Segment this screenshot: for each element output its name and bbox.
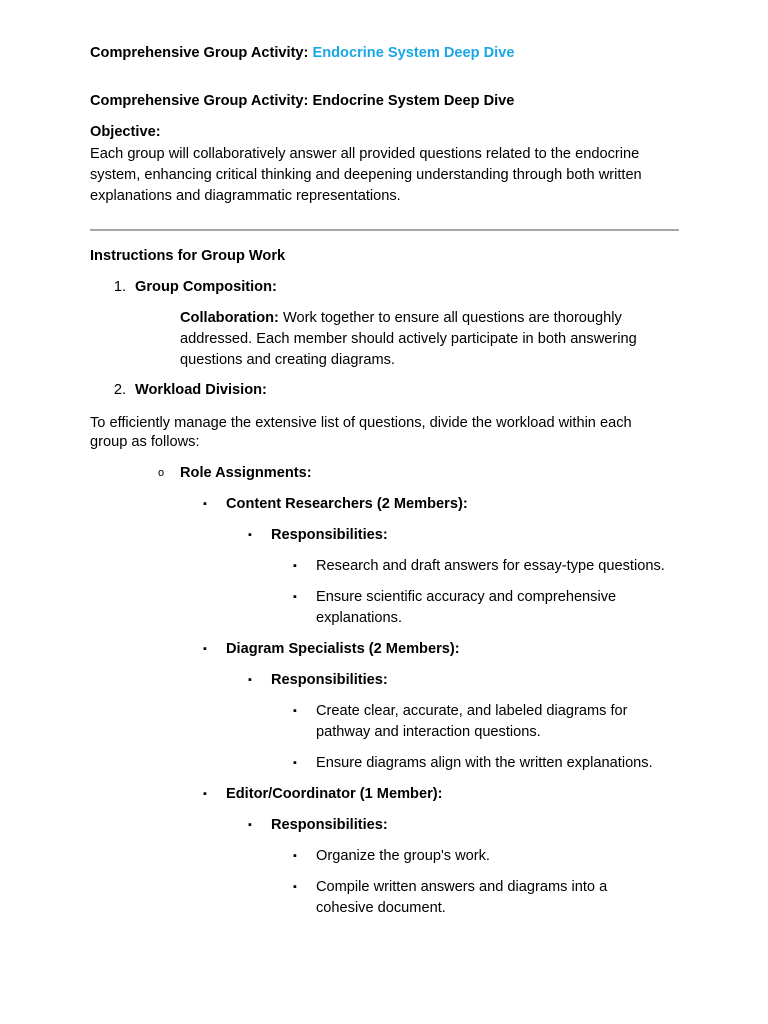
responsibilities-label: Responsibilities: bbox=[271, 672, 388, 688]
square-bullet-icon: ▪ bbox=[293, 757, 297, 769]
section-title: Comprehensive Group Activity: Endocrine System Deep Dive bbox=[90, 93, 515, 109]
square-bullet-icon: ▪ bbox=[248, 674, 252, 686]
collaboration-text: Work together to ensure all questions are thoroughly bbox=[278, 310, 622, 326]
task-item: Organize the group's work. bbox=[316, 848, 490, 864]
task-item: Compile written answers and diagrams into a bbox=[316, 879, 608, 895]
objective-line: system, enhancing critical thinking and deepening understanding through both written bbox=[90, 167, 642, 183]
task-item: Ensure scientific accuracy and comprehensive bbox=[316, 589, 617, 605]
responsibilities-label: Responsibilities: bbox=[271, 527, 388, 543]
collaboration-line bbox=[180, 308, 622, 329]
document-title bbox=[90, 43, 514, 64]
square-bullet-icon: ▪ bbox=[293, 591, 297, 603]
group-composition-label: Group Composition: bbox=[135, 279, 277, 295]
task-item-continued: pathway and interaction questions. bbox=[316, 724, 541, 740]
objective-line: explanations and diagrammatic representations. bbox=[90, 188, 401, 204]
document-title-highlight: Endocrine System Deep Dive bbox=[312, 45, 515, 61]
division-intro-line: To efficiently manage the extensive list of questions, divide the workload within each bbox=[90, 415, 632, 431]
circle-bullet-icon: o bbox=[158, 467, 165, 479]
square-bullet-icon: ▪ bbox=[203, 643, 207, 655]
collaboration-line: addressed. Each member should actively participate in both answering bbox=[180, 331, 637, 347]
objective-label: Objective: bbox=[90, 124, 161, 140]
task-item-continued: explanations. bbox=[316, 610, 403, 626]
list-number: 1. bbox=[113, 279, 126, 295]
division-intro-line: group as follows: bbox=[90, 434, 200, 450]
square-bullet-icon: ▪ bbox=[248, 529, 252, 541]
document-title-prefix: Comprehensive Group Activity: bbox=[90, 45, 309, 61]
square-bullet-icon: ▪ bbox=[203, 498, 207, 510]
collaboration-line: questions and creating diagrams. bbox=[180, 352, 395, 368]
instructions-heading: Instructions for Group Work bbox=[90, 248, 286, 264]
role-assignments-label: Role Assignments: bbox=[180, 465, 312, 481]
collaboration-label: Collaboration: bbox=[180, 310, 279, 326]
responsibilities-label: Responsibilities: bbox=[271, 817, 388, 833]
square-bullet-icon: ▪ bbox=[293, 560, 297, 572]
role-title: Content Researchers (2 Members): bbox=[226, 496, 468, 512]
square-bullet-icon: ▪ bbox=[293, 850, 297, 862]
task-item: Ensure diagrams align with the written explanations. bbox=[316, 755, 653, 771]
task-item: Research and draft answers for essay-type questions. bbox=[316, 558, 665, 574]
task-item-continued: cohesive document. bbox=[316, 900, 446, 916]
square-bullet-icon: ▪ bbox=[203, 788, 207, 800]
workload-division-label: Workload Division: bbox=[135, 382, 267, 398]
square-bullet-icon: ▪ bbox=[248, 819, 252, 831]
task-item: Create clear, accurate, and labeled diagrams for bbox=[316, 703, 628, 719]
square-bullet-icon: ▪ bbox=[293, 705, 297, 717]
objective-line: Each group will collaboratively answer all provided questions related to the endocrine bbox=[90, 146, 640, 162]
role-title: Diagram Specialists (2 Members): bbox=[226, 641, 460, 657]
list-number: 2. bbox=[113, 382, 126, 398]
role-title: Editor/Coordinator (1 Member): bbox=[226, 786, 443, 802]
horizontal-divider bbox=[90, 229, 679, 231]
square-bullet-icon: ▪ bbox=[293, 881, 297, 893]
